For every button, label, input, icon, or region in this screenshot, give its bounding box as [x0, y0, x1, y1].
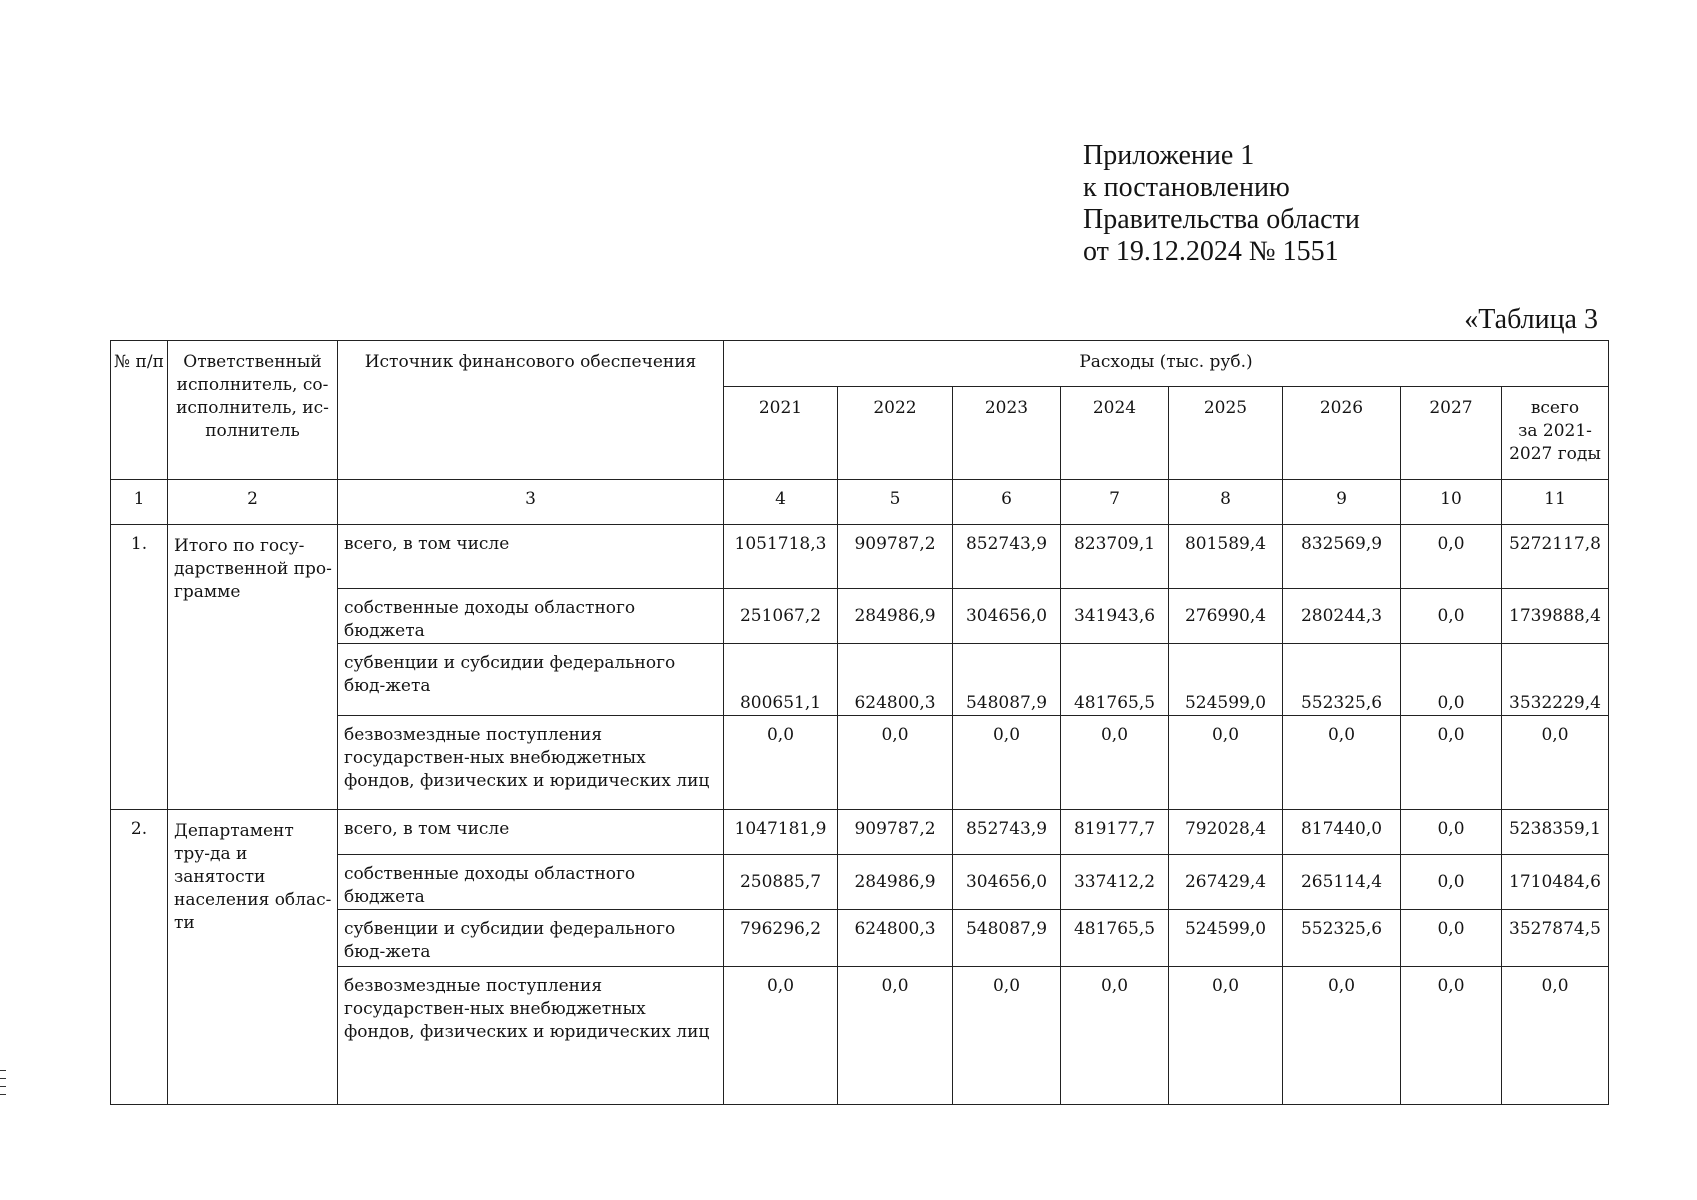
table-cell: 1047181,9: [724, 810, 838, 855]
table-cell: 3532229,4: [1502, 644, 1609, 716]
table-cell: 524599,0: [1169, 910, 1283, 967]
table-cell: 0,0: [1401, 967, 1502, 1105]
row-source: субвенции и субсидии федерального бюд-жета: [338, 644, 724, 716]
table-cell: 823709,1: [1061, 525, 1169, 589]
table-cell: 852743,9: [953, 810, 1061, 855]
table-cell: 0,0: [1061, 716, 1169, 810]
table-cell: 624800,3: [838, 644, 953, 716]
table-cell: 250885,7: [724, 855, 838, 910]
column-number: 10: [1401, 480, 1502, 525]
row-number: 2.: [111, 810, 168, 1105]
table-cell: 552325,6: [1283, 644, 1401, 716]
table-cell: 0,0: [1502, 716, 1609, 810]
header-total-line-1: всего: [1530, 398, 1580, 418]
table-cell: 909787,2: [838, 810, 953, 855]
table-cell: 5272117,8: [1502, 525, 1609, 589]
column-number: 5: [838, 480, 953, 525]
header-executor: Ответственный исполнитель, со-исполнитель, ис-полнитель: [168, 341, 338, 480]
table-cell: 0,0: [953, 967, 1061, 1105]
table-cell: 265114,4: [1283, 855, 1401, 910]
table-caption: «Таблица 3: [1464, 304, 1598, 335]
table-cell: 0,0: [1401, 644, 1502, 716]
column-number: 2: [168, 480, 338, 525]
table-cell: 304656,0: [953, 589, 1061, 644]
table-cell: 0,0: [1401, 589, 1502, 644]
table-cell: 284986,9: [838, 855, 953, 910]
table-row: [111, 810, 1609, 855]
table-cell: 0,0: [1169, 967, 1283, 1105]
table-cell: 341943,6: [1061, 589, 1169, 644]
header-year-2022: 2022: [838, 387, 953, 480]
table-cell: 0,0: [1401, 810, 1502, 855]
header-total-line-2: за 2021-: [1518, 421, 1592, 441]
table-cell: 1710484,6: [1502, 855, 1609, 910]
table-cell: 552325,6: [1283, 910, 1401, 967]
table-cell: 801589,4: [1169, 525, 1283, 589]
table-cell: 337412,2: [1061, 855, 1169, 910]
header-year-2021: 2021: [724, 387, 838, 480]
row-source: субвенции и субсидии федерального бюд-жета: [338, 910, 724, 967]
table-cell: 624800,3: [838, 910, 953, 967]
column-number: 1: [111, 480, 168, 525]
table-cell: 280244,3: [1283, 589, 1401, 644]
table-cell: 1051718,3: [724, 525, 838, 589]
column-number: 9: [1283, 480, 1401, 525]
table-cell: 0,0: [1502, 967, 1609, 1105]
appendix-line-2: к постановлению: [1083, 172, 1290, 203]
header-year-2026: 2026: [1283, 387, 1401, 480]
row-source: всего, в том числе: [338, 810, 724, 855]
appendix-line-3: Правительства области: [1083, 204, 1360, 235]
table-cell: 276990,4: [1169, 589, 1283, 644]
table-cell: 548087,9: [953, 910, 1061, 967]
table-cell: 0,0: [724, 967, 838, 1105]
row-source: безвозмездные поступления государствен-ных внебюджетных фондов, физических и юридических лиц: [338, 967, 724, 1105]
table-cell: 0,0: [1283, 716, 1401, 810]
header-year-2027: 2027: [1401, 387, 1502, 480]
column-number: 7: [1061, 480, 1169, 525]
table-cell: 819177,7: [1061, 810, 1169, 855]
table-cell: 481765,5: [1061, 644, 1169, 716]
row-executor: Департамент тру-да и занятости населения облас-ти: [168, 810, 338, 1105]
table-cell: 481765,5: [1061, 910, 1169, 967]
table-cell: 267429,4: [1169, 855, 1283, 910]
table-cell: 832569,9: [1283, 525, 1401, 589]
column-number: 8: [1169, 480, 1283, 525]
row-number: 1.: [111, 525, 168, 810]
table-cell: 0,0: [838, 967, 953, 1105]
appendix-line-4: от 19.12.2024 № 1551: [1083, 236, 1339, 267]
scan-edge-marks: [0, 1070, 6, 1110]
table-cell: 251067,2: [724, 589, 838, 644]
table-cell: 5238359,1: [1502, 810, 1609, 855]
table-cell: 284986,9: [838, 589, 953, 644]
header-year-2023: 2023: [953, 387, 1061, 480]
row-source: всего, в том числе: [338, 525, 724, 589]
table-cell: 0,0: [1283, 967, 1401, 1105]
table-cell: 0,0: [1401, 716, 1502, 810]
table-cell: 1739888,4: [1502, 589, 1609, 644]
table-cell: 800651,1: [724, 644, 838, 716]
appendix-line-1: Приложение 1: [1083, 140, 1255, 171]
column-number: 4: [724, 480, 838, 525]
table-cell: 548087,9: [953, 644, 1061, 716]
table-cell: 817440,0: [1283, 810, 1401, 855]
table-cell: 852743,9: [953, 525, 1061, 589]
table-cell: 524599,0: [1169, 644, 1283, 716]
column-number: 6: [953, 480, 1061, 525]
table-cell: 909787,2: [838, 525, 953, 589]
row-source: собственные доходы областного бюджета: [338, 855, 724, 910]
header-year-2025: 2025: [1169, 387, 1283, 480]
appendix-block: [1083, 140, 1360, 268]
table-cell: 0,0: [838, 716, 953, 810]
table-cell: 304656,0: [953, 855, 1061, 910]
table-cell: 0,0: [953, 716, 1061, 810]
table-cell: 0,0: [1401, 855, 1502, 910]
row-source: собственные доходы областного бюджета: [338, 589, 724, 644]
table-cell: 3527874,5: [1502, 910, 1609, 967]
budget-table: [110, 340, 1609, 1105]
column-number: 3: [338, 480, 724, 525]
header-no: № п/п: [111, 341, 168, 480]
header-source: Источник финансового обеспечения: [338, 341, 724, 480]
header-total: [1502, 387, 1609, 480]
row-source: безвозмездные поступления государствен-ных внебюджетных фондов, физических и юридических лиц: [338, 716, 724, 810]
table-cell: 0,0: [1061, 967, 1169, 1105]
table-cell: 0,0: [724, 716, 838, 810]
table-cell: 0,0: [1169, 716, 1283, 810]
column-number: 11: [1502, 480, 1609, 525]
header-total-line-3: 2027 годы: [1509, 444, 1601, 464]
row-executor: Итого по госу-дарственной про-грамме: [168, 525, 338, 810]
table-cell: 792028,4: [1169, 810, 1283, 855]
header-year-2024: 2024: [1061, 387, 1169, 480]
table-row: [111, 525, 1609, 589]
header-expenses: Расходы (тыс. руб.): [724, 341, 1609, 387]
table-cell: 0,0: [1401, 525, 1502, 589]
table-cell: 796296,2: [724, 910, 838, 967]
table-cell: 0,0: [1401, 910, 1502, 967]
